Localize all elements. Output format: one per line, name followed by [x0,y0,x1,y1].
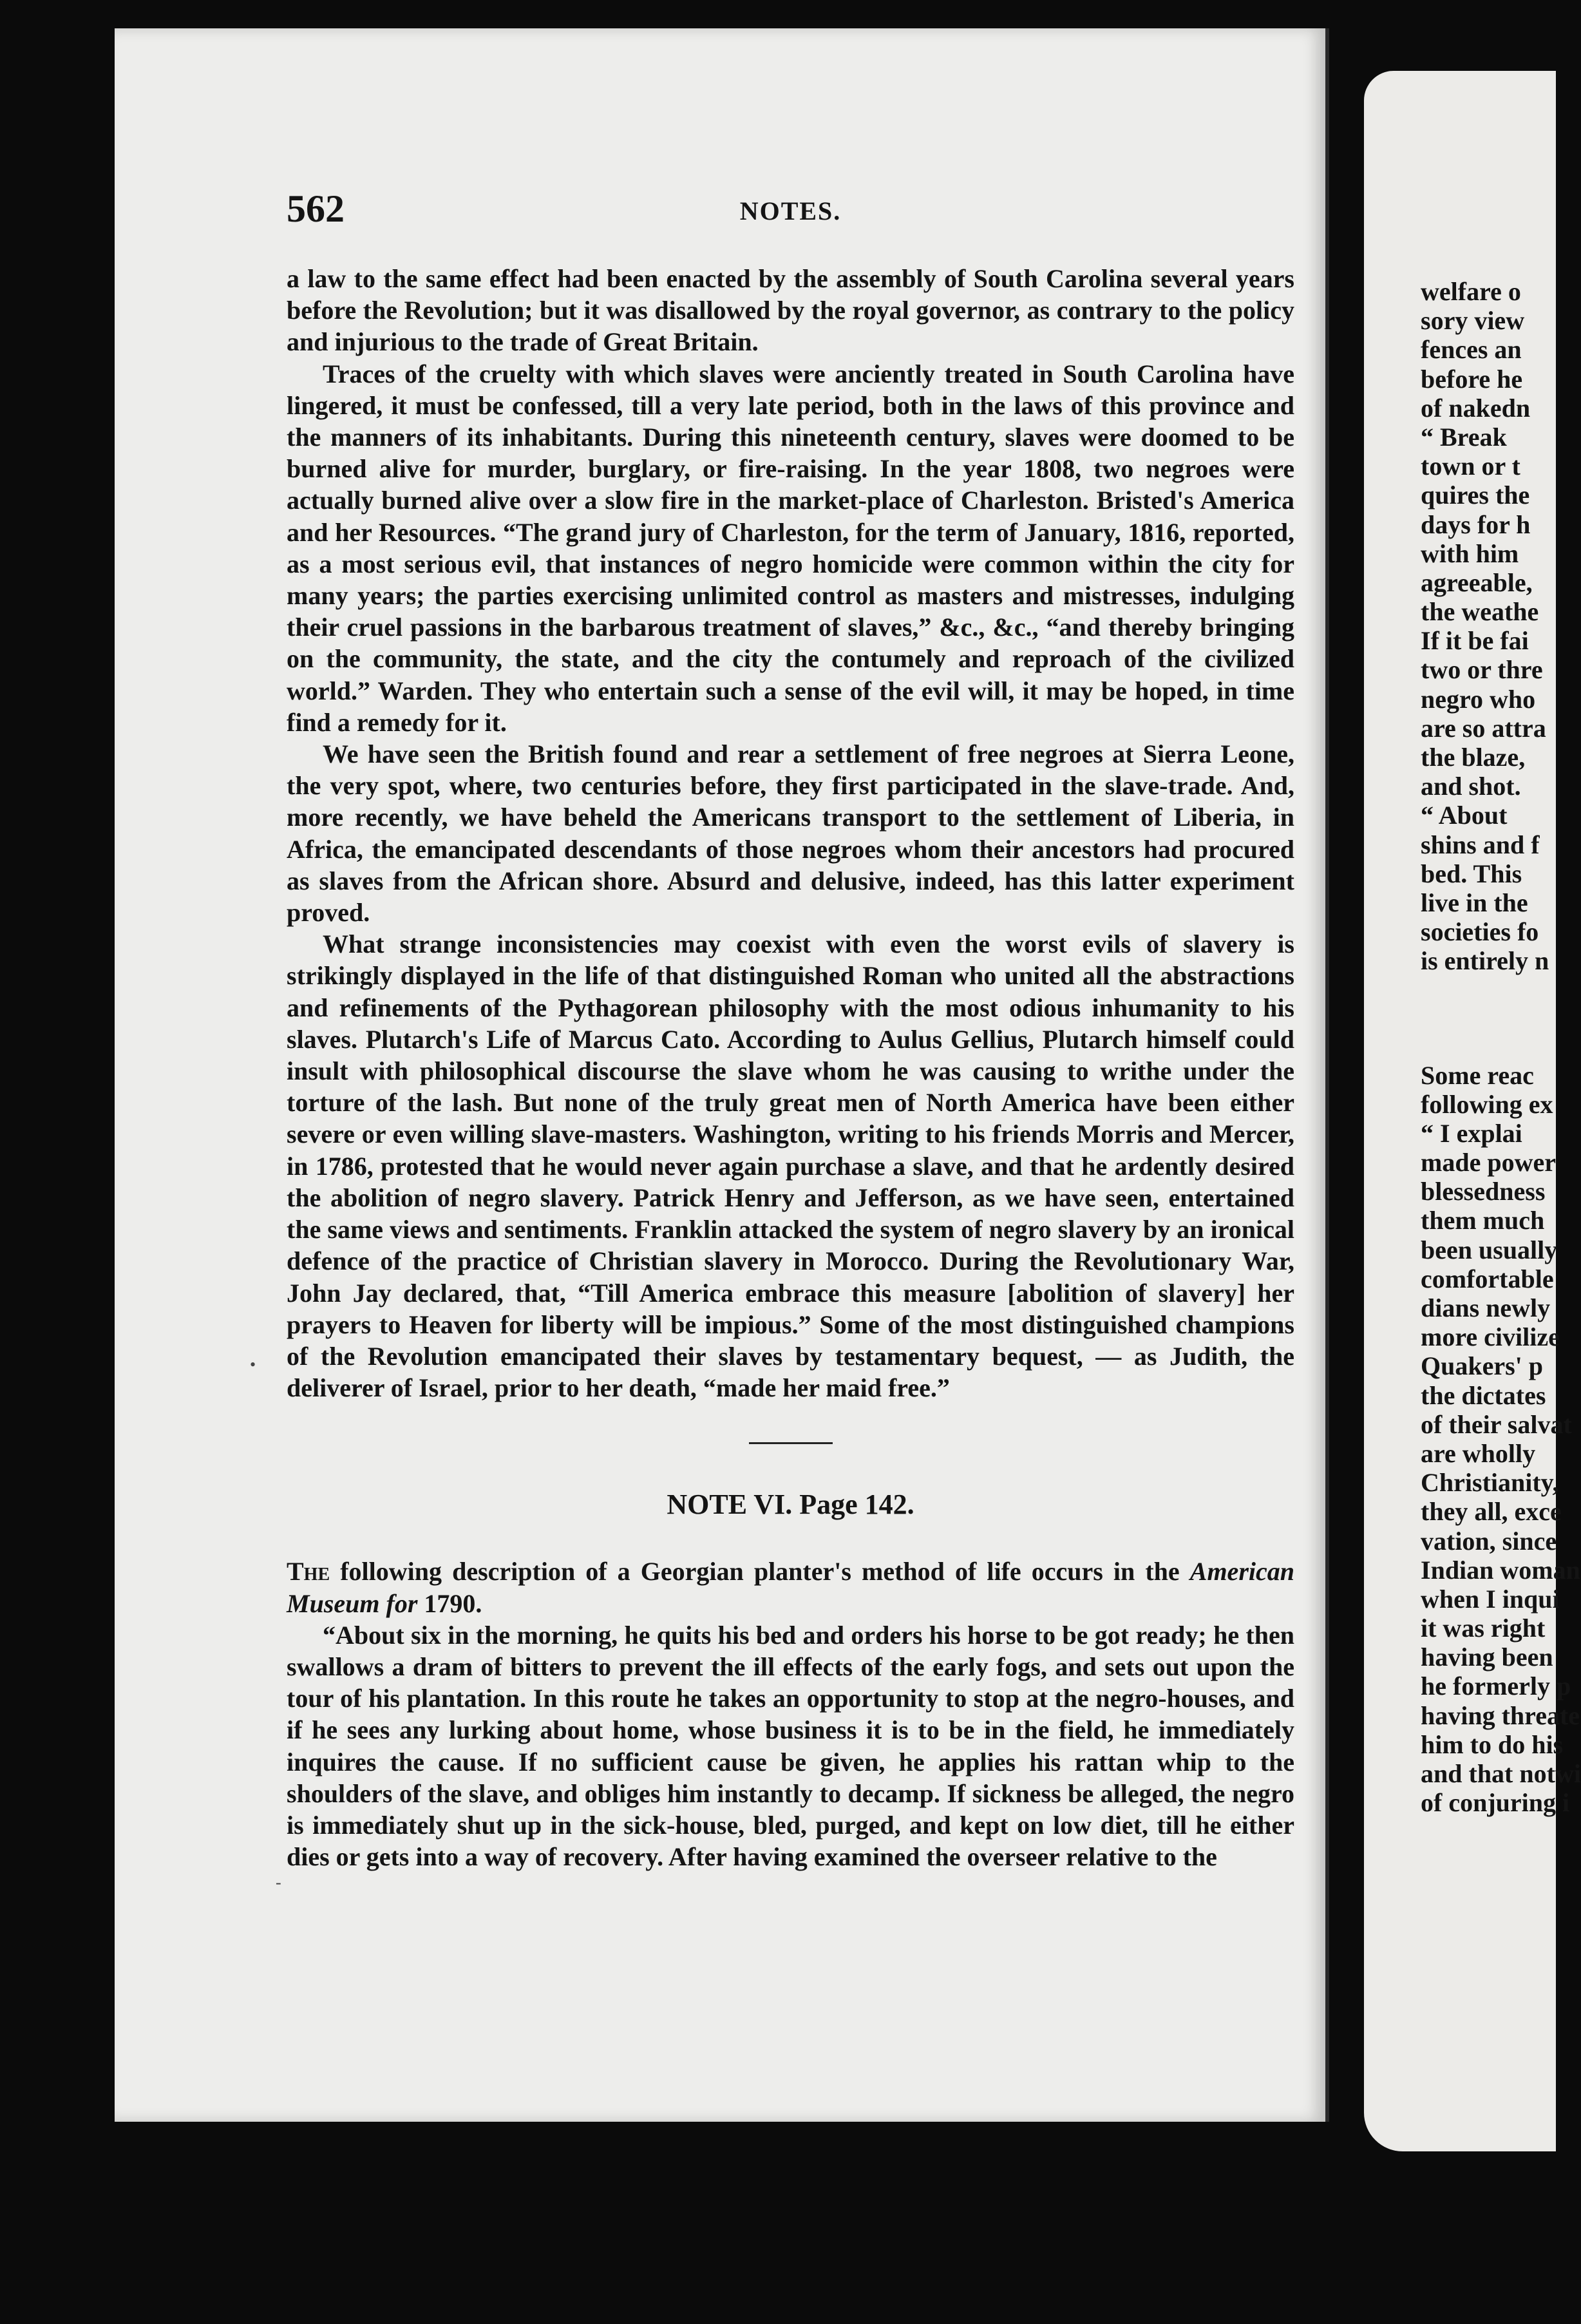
right-page-text [1421,277,1581,1817]
right-line: two or thre [1421,655,1543,685]
page-header [287,187,1294,238]
right-line: been usually [1421,1235,1558,1264]
right-line: Quakers' p [1421,1351,1544,1381]
right-line: is entirely n [1421,946,1549,976]
right-line: when I inqui [1421,1584,1560,1614]
right-line: “ I explai [1421,1118,1522,1148]
margin-dash: - [276,1873,281,1892]
page-number: 562 [287,187,345,230]
right-line: following ex [1421,1089,1553,1119]
right-line: him to do his [1421,1729,1564,1759]
right-line: it was right [1421,1614,1546,1643]
right-line: the blaze, [1421,743,1526,772]
right-line: sory view [1421,306,1525,336]
note-intro-text: following description of a Georgian planter's method of life occurs in the [330,1557,1190,1586]
note-source: American Museum for [287,1557,1294,1618]
right-line: days for h [1421,510,1531,539]
right-line: If it be fai [1421,626,1529,656]
paragraph-inconsistencies: What strange inconsistencies may coexist with even the worst evils of slavery is strikingly displayed in the life of that distinguished Roman who united all the abstractions and refinements of the Pythagorean philosophy with the most odious inhumanity to his slaves. Plutarch's Life of Marcus Cato. According to Aulus Gellius, Plutarch himself could insult with philosophical discourse the slave whom he was causing to writhe under the torture of the lash. But none of the truly great men of North America have been either severe or even willing slave-masters. Washington, writing to his friends Morris and Mercer, in 1786, protested that he would never again purchase a slave, and that he ardently desired the abolition of negro slavery. Patrick Henry and Jefferson, as we have seen, entertained the same views and sentiments. Franklin attacked the system of negro slavery by an ironical defence of the practice of Christian slavery in Morocco. During the Revolutionary War, John Jay declared, that, “Till America embrace this measure [abolition of slavery] her prayers to Heaven for liberty will be impious.” Some of the most distinguished champions of the Revolution emancipated their slaves by testamentary bequest, — as Judith, the deliverer of Israel, prior to her death, “made her maid free.” [287,929,1294,1403]
right-line: quires the [1421,481,1530,510]
right-line: and shot. [1421,772,1521,801]
right-line: the dictates [1421,1380,1546,1410]
paragraph-south-carolina: Traces of the cruelty with which slaves were anciently treated in South Carolina have lingered, it must be confessed, till a very late period, both in the laws of this province and the manners of its inhabitants. During this nineteenth century, slaves were doomed to be burned alive for murder, burglary, or fire-raising. In the year 1808, two negroes were actually burned alive over a slow fire in the market-place of Charleston. Bristed's America and her Resources. “The grand jury of Charleston, for the term of January, 1816, reported, as a most serious evil, that instances of negro homicide were common within the city for many years; the parties exercising unlimited control as masters and mistresses, indulging their cruel passions in the barbarous treatment of slaves,” &c., &c., “and thereby bringing on the community, the state, and the city the contumely and reproach of the civilized world.” Warden. They who entertain such a sense of the evil will, it may be hoped, in time find a remedy for it. [287,359,1294,737]
right-line: “ About [1421,801,1508,830]
paragraph-sierra-leone: We have seen the British found and rear a settlement of free negroes at Sierra Leone, the very spot, where, two centuries before, they first participated in the slave-trade. And, more recently, we have beheld the Americans transport to the settlement of Liberia, in Africa, the emancipated descendants of those negroes whom their ancestors had procured as slaves from the African shore. Absurd and delusive, indeed, has this latter experiment proved. [287,739,1294,928]
note-intro [287,1556,1294,1619]
right-line: blessedness [1421,1177,1546,1206]
right-line: fences an [1421,335,1522,365]
right-line: vation, since [1421,1526,1557,1556]
right-line: town or t [1421,452,1520,481]
right-line: societies fo [1421,917,1539,947]
right-line: more civilize [1421,1322,1560,1352]
running-head: NOTES. [739,196,842,225]
right-line: Indian woman [1421,1555,1580,1585]
right-line: he formerly p [1421,1672,1571,1701]
right-line: them much [1421,1206,1545,1235]
note-year: 1790. [417,1588,482,1618]
paragraph-continuation: a law to the same effect had been enacted by the assembly of South Carolina several years before the Revolution; but it was disallowed by the royal governor, as contrary to the policy and injurious to the trade of Great Britain. [287,264,1294,357]
right-line: negro who [1421,684,1536,714]
right-line: dians newly [1421,1293,1551,1322]
right-line: of their salvat [1421,1409,1572,1439]
right-line: bed. This [1421,859,1522,888]
right-line: live in the [1421,888,1528,917]
note-heading: NOTE VI. Page 142. [667,1489,914,1521]
right-line: Some reac [1421,1060,1534,1090]
right-line: are so attra [1421,713,1546,743]
section-divider [749,1442,833,1444]
right-line: with him [1421,538,1519,568]
note-lead-word: The [287,1557,330,1586]
right-line: before he [1421,364,1523,394]
margin-dot: • [250,1355,256,1374]
right-page-gap [1421,976,1581,1061]
right-line: are wholly [1421,1438,1536,1468]
right-line: made power [1421,1148,1556,1177]
right-line: Christianity, [1421,1468,1559,1498]
right-line: comfortable [1421,1264,1554,1293]
right-line: shins and f [1421,830,1540,859]
right-line: of nakedn [1421,393,1531,423]
right-line: they all, exce [1421,1497,1562,1527]
right-line: having been [1421,1643,1553,1672]
right-line: “ Break [1421,422,1507,452]
right-line: of conjuring i [1421,1788,1570,1818]
right-line: welfare o [1421,277,1521,306]
right-line: agreeable, [1421,567,1533,597]
quoted-description: “About six in the morning, he quits his bed and orders his horse to be got ready; he then swallows a dram of bitters to prevent the ill effects of the early fogs, and sets out upon the tour of his plantation. In this route he takes an opportunity to stop at the negro-houses, and if he sees any lurking about home, whose business it is to be in the field, he immediately inquires the cause. If no sufficient cause be given, he applies his rattan whip to the shoulders of the slave, and obliges him instantly to decamp. If sickness be alleged, the negro is immediately shut up in the sick-house, bled, purged, and kept on low diet, till he either dies or gets into a way of recovery. After having examined the overseer relative to the [287,1620,1294,1872]
right-line: the weathe [1421,597,1539,627]
right-line: having threate [1421,1700,1580,1730]
right-line: and that notwi [1421,1759,1581,1788]
right-book-page [1364,71,1581,2151]
body-text [287,263,1294,1872]
